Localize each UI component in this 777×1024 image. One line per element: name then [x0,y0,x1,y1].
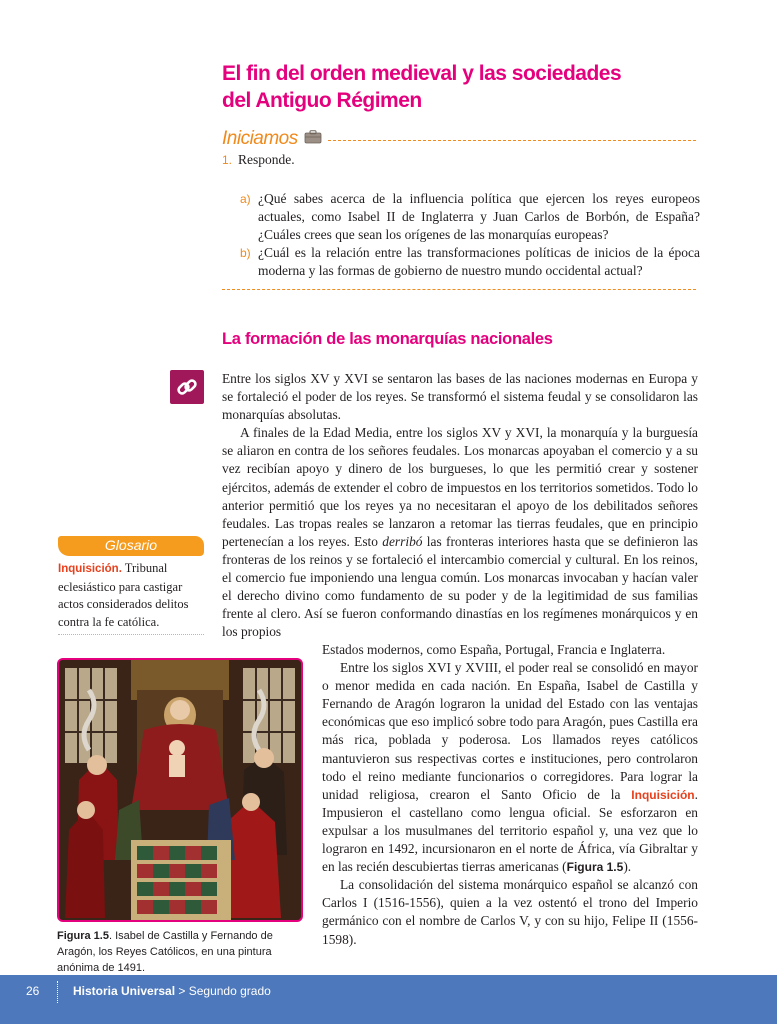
section-title: La formación de las monarquías nacionales [222,330,553,348]
glossary-term: Inquisición. [58,563,122,575]
glossary-tag [58,536,204,556]
question-number: 1. [222,153,233,167]
iniciamos-label: Iniciamos [222,128,298,149]
paragraph: Estados modernos, como España, Portugal, Francia e Inglaterra. [322,642,666,657]
chapter-title-line1: El fin del orden medieval y las sociedades [222,62,622,85]
iniciamos-bottom-divider [222,289,696,290]
italic-word: derribó [382,533,423,549]
briefcase-icon [304,130,322,144]
chapter-title-line2: del Antiguo Régimen [222,89,422,112]
glossary-divider [58,634,204,635]
glossary-label: Glosario [104,537,158,553]
subquestion-text: ¿Cuál es la relación entre las transformaciones políticas de inicios de la época moderna y las formas de gobierno de nuestro mundo occidental actual? [258,245,700,278]
inquisicion-term: Inquisición [631,787,695,802]
figure-caption-text: . Isabel de Castilla y Fernando de Aragón, los Reyes Católicos, en una pintura anónima de 1491. [57,930,273,974]
subquestion-letter: a) [240,192,251,206]
book-title: Historia Universal > Segundo grado [73,984,271,998]
question-1 [222,152,295,168]
figure-label: Figura 1.5 [57,930,109,942]
body-text-lower [322,641,698,949]
glossary-definition: Tribunal eclesiástico para castigar actos considerados delitos contra la fe católica. [58,561,189,629]
figure-caption [57,928,305,976]
paragraph: Entre los siglos XV y XVI se sentaron las bases de las naciones modernas en Europa y se fortaleció el poder de los reyes. Se transformó el sistema feudal y se consolidaron las monarquías absolutas. [222,371,698,423]
subquestion-a [240,190,700,244]
subquestion-text: ¿Qué sabes acerca de la influencia política que ejercen los reyes europeos actuales, como Isabel II de Inglaterra y Juan Carlos de Borbón, de España? ¿Cuáles crees que sean los orígenes de las monarquías europeas? [258,191,700,242]
subquestion-letter: b) [240,246,251,260]
page-number: 26 [26,984,40,998]
glossary-entry [58,560,204,631]
question-text: Responde. [238,152,295,167]
chapter-title [222,60,722,114]
painting-image [59,660,301,920]
footer-divider [57,981,58,1003]
paragraph: La consolidación del sistema monárquico español se alcanzó con Carlos I (1516-1556), quien a la vez ostentó el trono del Imperio germánico con el nombre de Carlos V, y con su hijo, Felipe II (1556-1598). [322,877,698,947]
link-icon [170,370,204,404]
paragraph: Entre los siglos XVI y XVIII, el poder real se consolidó en mayor o menor medida en cada nación. En España, Isabel de Castilla y Fernando de Aragón lograron la unidad del Estado con las ventajas económicas que eso implicó sobre todo para Aragón, pues Castilla era más rica, poblada y poderosa. Los llamados reyes católicos mantuvieron sus respectivas cortes e instituciones, pero controlaron todo el reino mediante funcionarios o corregidores. Para lograr la unidad religiosa, crearon el Santo Oficio de la Inquisición. Impusieron el castellano como lengua oficial. Se esforzaron en expulsar a los musulmanes del territorio español y, una vez que lo lograron en 1492, incursionaron en el norte de África, vía Gibraltar y en las recién descubiertas tierras americanas (Figura 1.5). [322,660,698,875]
paragraph: A finales de la Edad Media, entre los siglos XV y XVI, la monarquía y la burguesía se aliaron en contra de los señores feudales. Los monarcas apoyaban el comercio y a su vez recibían apoyo y dinero de los burgueses, lo que les permitió crear y sostener ejércitos, además de extender el cobro de impuestos en los territorios sometidos. Todo lo anterior permitió que los reyes ya no necesitaran el apoyo de los debilitados señores feudales. Las tropas reales se lanzaron a retomar las tierras feudales, que en principio pertenecían a los reyes. Esto derribó las fronteras interiores hasta que se definieron las fronteras de los reinos y se fortaleció el intercambio comercial y cultural. En los reinos, el comercio fue imponiendo una lengua común. Los monarcas invocaban y hacían valer el derecho divino como fundamento de su poder y de la legitimidad de sus familias frente al clero. Así se fueron conformando dinastías en los regímenes monárquicos y en los propios [222,425,698,640]
figure-reference: Figura 1.5 [566,860,624,875]
painting-reyes-catolicos [57,658,303,922]
subquestion-b [240,244,700,280]
iniciamos-header [222,128,696,152]
iniciamos-divider [328,140,696,141]
page-footer [0,975,777,1024]
body-text-upper [222,370,698,641]
link-button[interactable] [170,370,204,404]
